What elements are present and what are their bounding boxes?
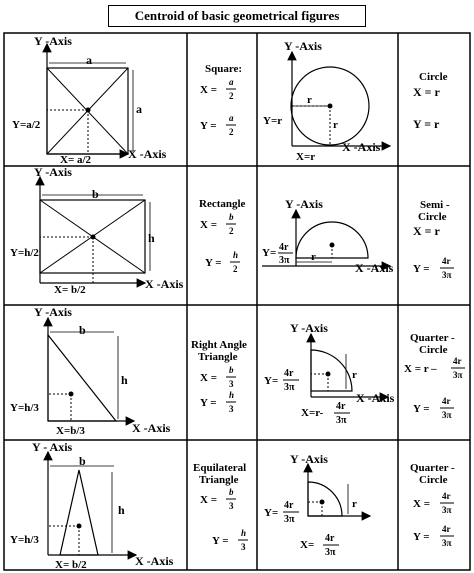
ybar-den: 3π: [284, 514, 295, 525]
radius-label: r: [311, 251, 316, 263]
xbar-label: X=b/3: [56, 425, 85, 437]
formula-den: 3π: [442, 538, 452, 548]
square-formula: [200, 63, 242, 137]
shape-name: Circle: [418, 211, 447, 223]
table-grid: [4, 33, 470, 570]
xbar-label: X=r: [296, 151, 316, 163]
y-axis-label: Y -Axis: [34, 305, 72, 319]
equilateral-triangle-figure: [10, 440, 174, 571]
formula-num: 4r: [453, 356, 462, 366]
x-axis-label: X -Axis: [356, 391, 395, 405]
quarter-circle-formula-2: [410, 462, 455, 548]
y-axis-label: Y -Axis: [285, 197, 323, 211]
y-axis-label: Y -Axis: [284, 39, 322, 53]
formula-lhs: X =: [200, 219, 217, 231]
right-triangle-figure: [10, 305, 171, 437]
formula-xbar: X = r: [413, 224, 440, 238]
y-axis-label: Y -Axis: [290, 321, 328, 335]
y-axis-label: Y -Axis: [34, 165, 72, 179]
shape-name: Circle: [419, 474, 448, 486]
xbar-den: 3π: [325, 547, 336, 558]
ybar-label: Y=h/3: [10, 534, 39, 546]
semicircle-figure: [262, 197, 394, 275]
circle-figure: [263, 39, 390, 163]
side-label: h: [118, 503, 125, 517]
formula-lhs: X =: [413, 498, 430, 510]
x-axis-label: X -Axis: [132, 421, 171, 435]
x-axis-label: X -Axis: [355, 261, 394, 275]
ybar-lhs: Y=: [264, 375, 279, 387]
formula-lhs: Y =: [413, 403, 430, 415]
formula-num: 4r: [442, 256, 451, 266]
xbar-den: 3π: [336, 415, 347, 426]
square-figure: [12, 34, 167, 166]
ybar-num: 4r: [279, 242, 289, 253]
semicircle-formula: [413, 199, 454, 280]
shape-name: Square:: [205, 63, 243, 75]
side-label: b: [92, 187, 99, 201]
formula-num: 4r: [442, 524, 451, 534]
formula-den: 2: [229, 226, 234, 236]
side-label: h: [148, 231, 155, 245]
x-axis-label: X -Axis: [135, 554, 174, 568]
formula-den: 2: [229, 127, 234, 137]
page-title: Centroid of basic geometrical figures: [108, 5, 366, 27]
ybar-label: Y=h/2: [10, 247, 39, 259]
ybar-label: Y=h/3: [10, 402, 39, 414]
formula-lhs: Y =: [200, 397, 217, 409]
formula-den: 2: [233, 264, 238, 274]
formula-lhs: Y =: [413, 531, 430, 543]
ybar-lhs: Y=: [262, 247, 277, 259]
x-axis-label: X -Axis: [145, 277, 184, 291]
ybar-lhs: Y=: [264, 507, 279, 519]
ybar-den: 3π: [279, 255, 290, 266]
side-label: a: [136, 102, 142, 116]
equilateral-triangle-formula: [193, 462, 248, 552]
xbar-num: 4r: [325, 533, 335, 544]
side-label: b: [79, 454, 86, 468]
formula-den: 3π: [442, 410, 452, 420]
radius-label: r: [307, 94, 312, 106]
formula-den: 3π: [442, 505, 452, 515]
formula-lhs: X =: [200, 84, 217, 96]
shape-name: Circle: [419, 344, 448, 356]
formula-xbar: X = r: [413, 85, 440, 99]
xbar-label: X= b/2: [54, 284, 86, 296]
formula-den: 3: [229, 379, 234, 389]
shape-name: Triangle: [198, 351, 238, 363]
formula-num: b: [229, 487, 234, 497]
ybar-den: 3π: [284, 382, 295, 393]
quarter-circle-figure-2: [264, 452, 370, 558]
shape-name: Quarter -: [410, 332, 455, 344]
formula-num: h: [233, 250, 239, 260]
shape-name: Circle: [419, 71, 448, 83]
formula-num: a: [229, 113, 234, 123]
formula-num: a: [229, 77, 234, 87]
ybar-num: 4r: [284, 500, 294, 511]
ybar-label: Y=r: [263, 115, 283, 127]
formula-lhs: Y =: [413, 263, 430, 275]
formula-num: b: [229, 365, 234, 375]
rectangle-formula: [199, 198, 246, 274]
xbar-num: 4r: [336, 401, 346, 412]
formula-den: 3: [229, 501, 234, 511]
formula-ybar: Y = r: [413, 117, 440, 131]
formula-num: 4r: [442, 491, 451, 501]
formula-den: 2: [229, 91, 234, 101]
shape-name: Semi -: [420, 199, 450, 211]
right-triangle-formula: [191, 339, 247, 414]
xbar-lhs: X=: [300, 539, 315, 551]
formula-lhs: X =: [200, 494, 217, 506]
formula-num: b: [229, 212, 234, 222]
y-axis-label: Y -Axis: [290, 452, 328, 466]
formula-num: 4r: [442, 396, 451, 406]
xbar-label: X= a/2: [60, 154, 92, 166]
x-axis-label: X -Axis: [128, 147, 167, 161]
shape-name: Quarter -: [410, 462, 455, 474]
circle-formula: [413, 71, 448, 131]
formula-lhs: Y =: [212, 535, 229, 547]
formula-lhs: X =: [200, 372, 217, 384]
formula-den: 3π: [442, 270, 452, 280]
y-axis-label: Y - Axis: [32, 440, 73, 454]
formula-den: 3π: [453, 370, 463, 380]
shape-name: Triangle: [199, 474, 239, 486]
quarter-circle-figure: [264, 321, 395, 426]
formula-lhs: Y =: [200, 120, 217, 132]
formula-den: 3: [241, 542, 246, 552]
xbar-lhs: X=r-: [301, 407, 324, 419]
side-label: h: [121, 373, 128, 387]
formula-num: h: [241, 528, 247, 538]
formula-den: 3: [229, 404, 234, 414]
radius-label: r: [352, 369, 357, 381]
side-label: b: [79, 323, 86, 337]
y-axis-label: Y -Axis: [34, 34, 72, 48]
x-axis-label: X -Axis: [342, 140, 381, 154]
ybar-label: Y=a/2: [12, 119, 41, 131]
xbar-label: X= b/2: [55, 559, 87, 571]
radius-label: r: [333, 119, 338, 131]
shape-name: Rectangle: [199, 198, 246, 210]
radius-label: r: [352, 498, 357, 510]
ybar-num: 4r: [284, 368, 294, 379]
formula-lhs: X = r –: [404, 363, 437, 375]
side-label: a: [86, 53, 92, 67]
formula-num: h: [229, 390, 235, 400]
shape-name: Right Angle: [191, 339, 247, 351]
shape-name: Equilateral: [193, 462, 247, 474]
rectangle-figure: [10, 165, 184, 296]
formula-lhs: Y =: [205, 257, 222, 269]
quarter-circle-formula: [404, 332, 465, 420]
